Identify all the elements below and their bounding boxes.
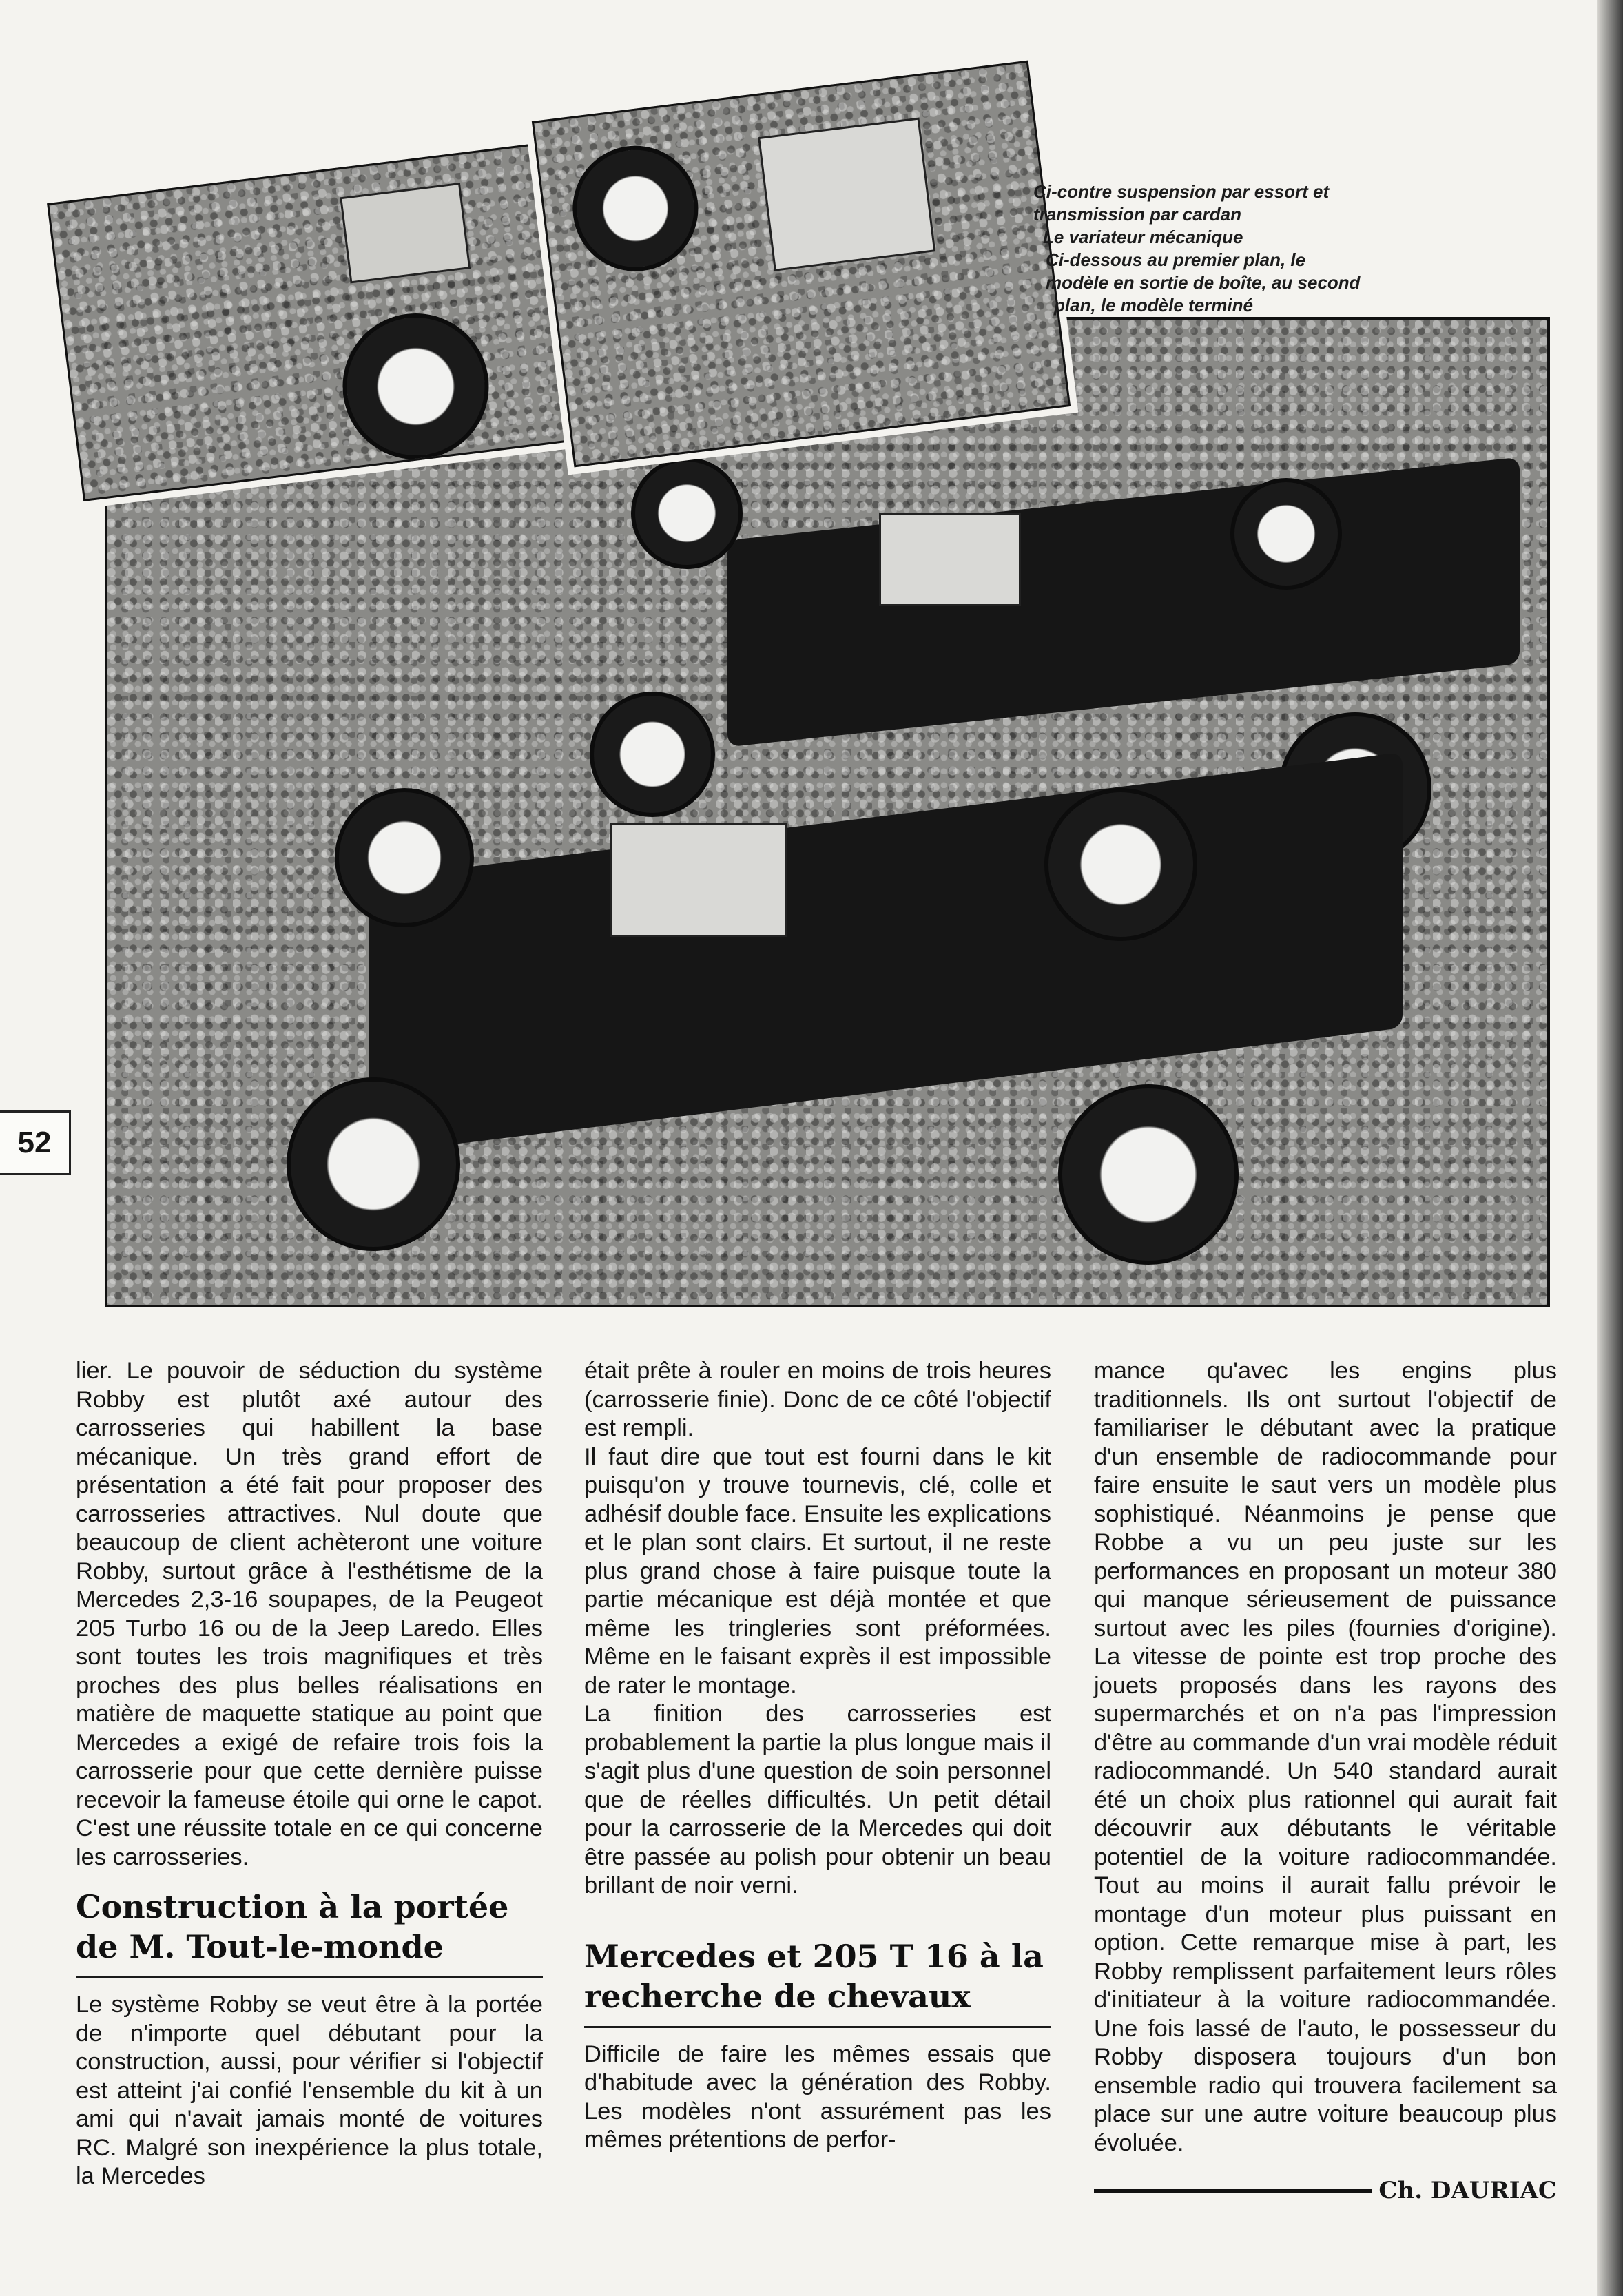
motor [340,183,471,284]
photo-caption [1033,180,1419,317]
speed-controller-plate [610,823,787,937]
wheel [566,138,705,278]
wheel [1230,478,1342,590]
heading-rule [584,2026,1051,2028]
paragraph: mance qu'avec les engins plus traditionnels. Ils ont surtout l'objectif de familiariser le débutant avec la pratique d'un ensemble de radiocommande pour faire ensuite le saut vers un modèle plus sophistiqué. Néanmoins je pense que Robbe a vu un peu juste sur les performances en proposant un moteur 380 qui manque sérieusement de puissance surtout avec les piles (fournies d'origine). La vitesse de pointe est trop proche des jouets proposés dans les rayons des supermarchés et on n'a pas l'impression d'être au commande d'un vrai modèle réduit radiocommandé. Un 540 standard aurait été un choix plus rationnel qui aurait fait découvrir aux débutants le véritable potentiel de la voiture radiocommandée. Tout au moins il aurait fallu prévoir le montage d'un moteur plus puissant en option. Cette remarque mise à part, les Robby remplissent parfaitement leurs rôles d'initiateur à la voiture radiocommandée. Une fois lassé de l'auto, le possesseur du Robby disposera toujours d'un bon ensemble radio qui trouvera facilement sa place sur une autre voiture beaucoup plus évoluée. [1094,1358,1557,2156]
paragraph: était prête à rouler en moins de trois heures (carrosserie finie). Donc de ce côté l'objectif est rempli. [584,1358,1051,1441]
author-signature [1094,2177,1557,2206]
car-chassis-kit [369,752,1403,1155]
caption-line: Ci-dessous au premier plan, le [1046,249,1306,270]
signature-rule [1094,2189,1372,2193]
paragraph: Il faut dire que tout est fourni dans le kit puisqu'on y trouve tournevis, clé, colle et adhésif double face. Ensuite les explications et le plan sont clairs. Et surtout, il ne reste plus grand chose à faire puisque toute la partie mécanique est déjà montée et que même les tringleries sont préformées. Même en le faisant exprès il est impossible de rater le montage. [584,1443,1051,1699]
section-heading: Mercedes et 205 T 16 à la recherche de chevaux [584,1937,1044,2015]
caption-line: modèle en sortie de boîte, au second [1046,272,1361,293]
speed-controller-plate [879,513,1021,606]
speed-controller-plate [758,118,935,271]
binding-shadow [1597,0,1623,2296]
inset-photo-variator [532,61,1071,468]
section-heading: Construction à la portée de M. Tout-le-monde [76,1888,509,1965]
text-column-2 [584,1357,1051,2155]
heading-rule [76,1976,543,1978]
wheel [631,457,743,569]
author-name: Ch. DAURIAC [1378,2177,1557,2204]
car-chassis-finished [727,457,1520,747]
wheel [1044,788,1197,941]
wheel [335,788,474,927]
page-number-tab [0,1110,71,1175]
paragraph: Le système Robby se veut être à la portée de n'importe quel débutant pour la construction, aussi, pour vérifier si l'objectif est atteint j'ai confié l'ensemble du kit à un ami qui n'avait jamais monté de voitures RC. Malgré son inexpérience la plus totale, la Mercedes [76,1992,543,2189]
paragraph: lier. Le pouvoir de séduction du système Robby est plutôt axé autour des carrosseries qui habillent la base mécanique. Un très grand effort de présentation a été fait pour proposer des carrosseries attractives. Nul doute que beaucoup de client achèteront une voiture Robby, surtout grâce à l'esthétisme de la Mercedes 2,3-16 soupapes, de la Peugeot 205 Turbo 16 ou de la Jeep Laredo. Elles sont toutes les trois magnifiques et très proches des plus belles réalisations en matière de maquette statique au point que Mercedes a exigé de refaire trois fois la carrosserie pour que cette dernière puisse recevoir la fameuse étoile qui orne le capot. C'est une réussite totale en ce qui concerne les carrosseries. [76,1358,543,1870]
wheel [590,692,715,817]
text-column-3 [1094,1357,1557,2206]
wheel [1058,1084,1239,1265]
caption-line: transmission par cardan [1033,204,1241,225]
caption-line: Le variateur mécanique [1043,227,1243,247]
wheel [334,305,497,468]
page-number: 52 [17,1126,52,1159]
wheel [287,1077,460,1251]
paragraph: La finition des carrosseries est probablement la partie la plus longue mais il s'agit plus d'une question de soin personnel que de réelles difficultés. Un petit détail pour la carrosserie de la Mercedes qui doit être passée au polish pour obtenir un beau brillant de noir verni. [584,1701,1051,1899]
inset-photo-suspension [47,143,573,501]
paragraph: Difficile de faire les mêmes essais que d'habitude avec la génération des Robby. Les modèles n'ont assurément pas les mêmes prétentions de perfor- [584,2040,1051,2153]
text-column-1 [76,1357,543,2191]
caption-line: Ci-contre suspension par essort et [1033,181,1330,202]
caption-line: plan, le modèle terminé [1054,295,1253,316]
